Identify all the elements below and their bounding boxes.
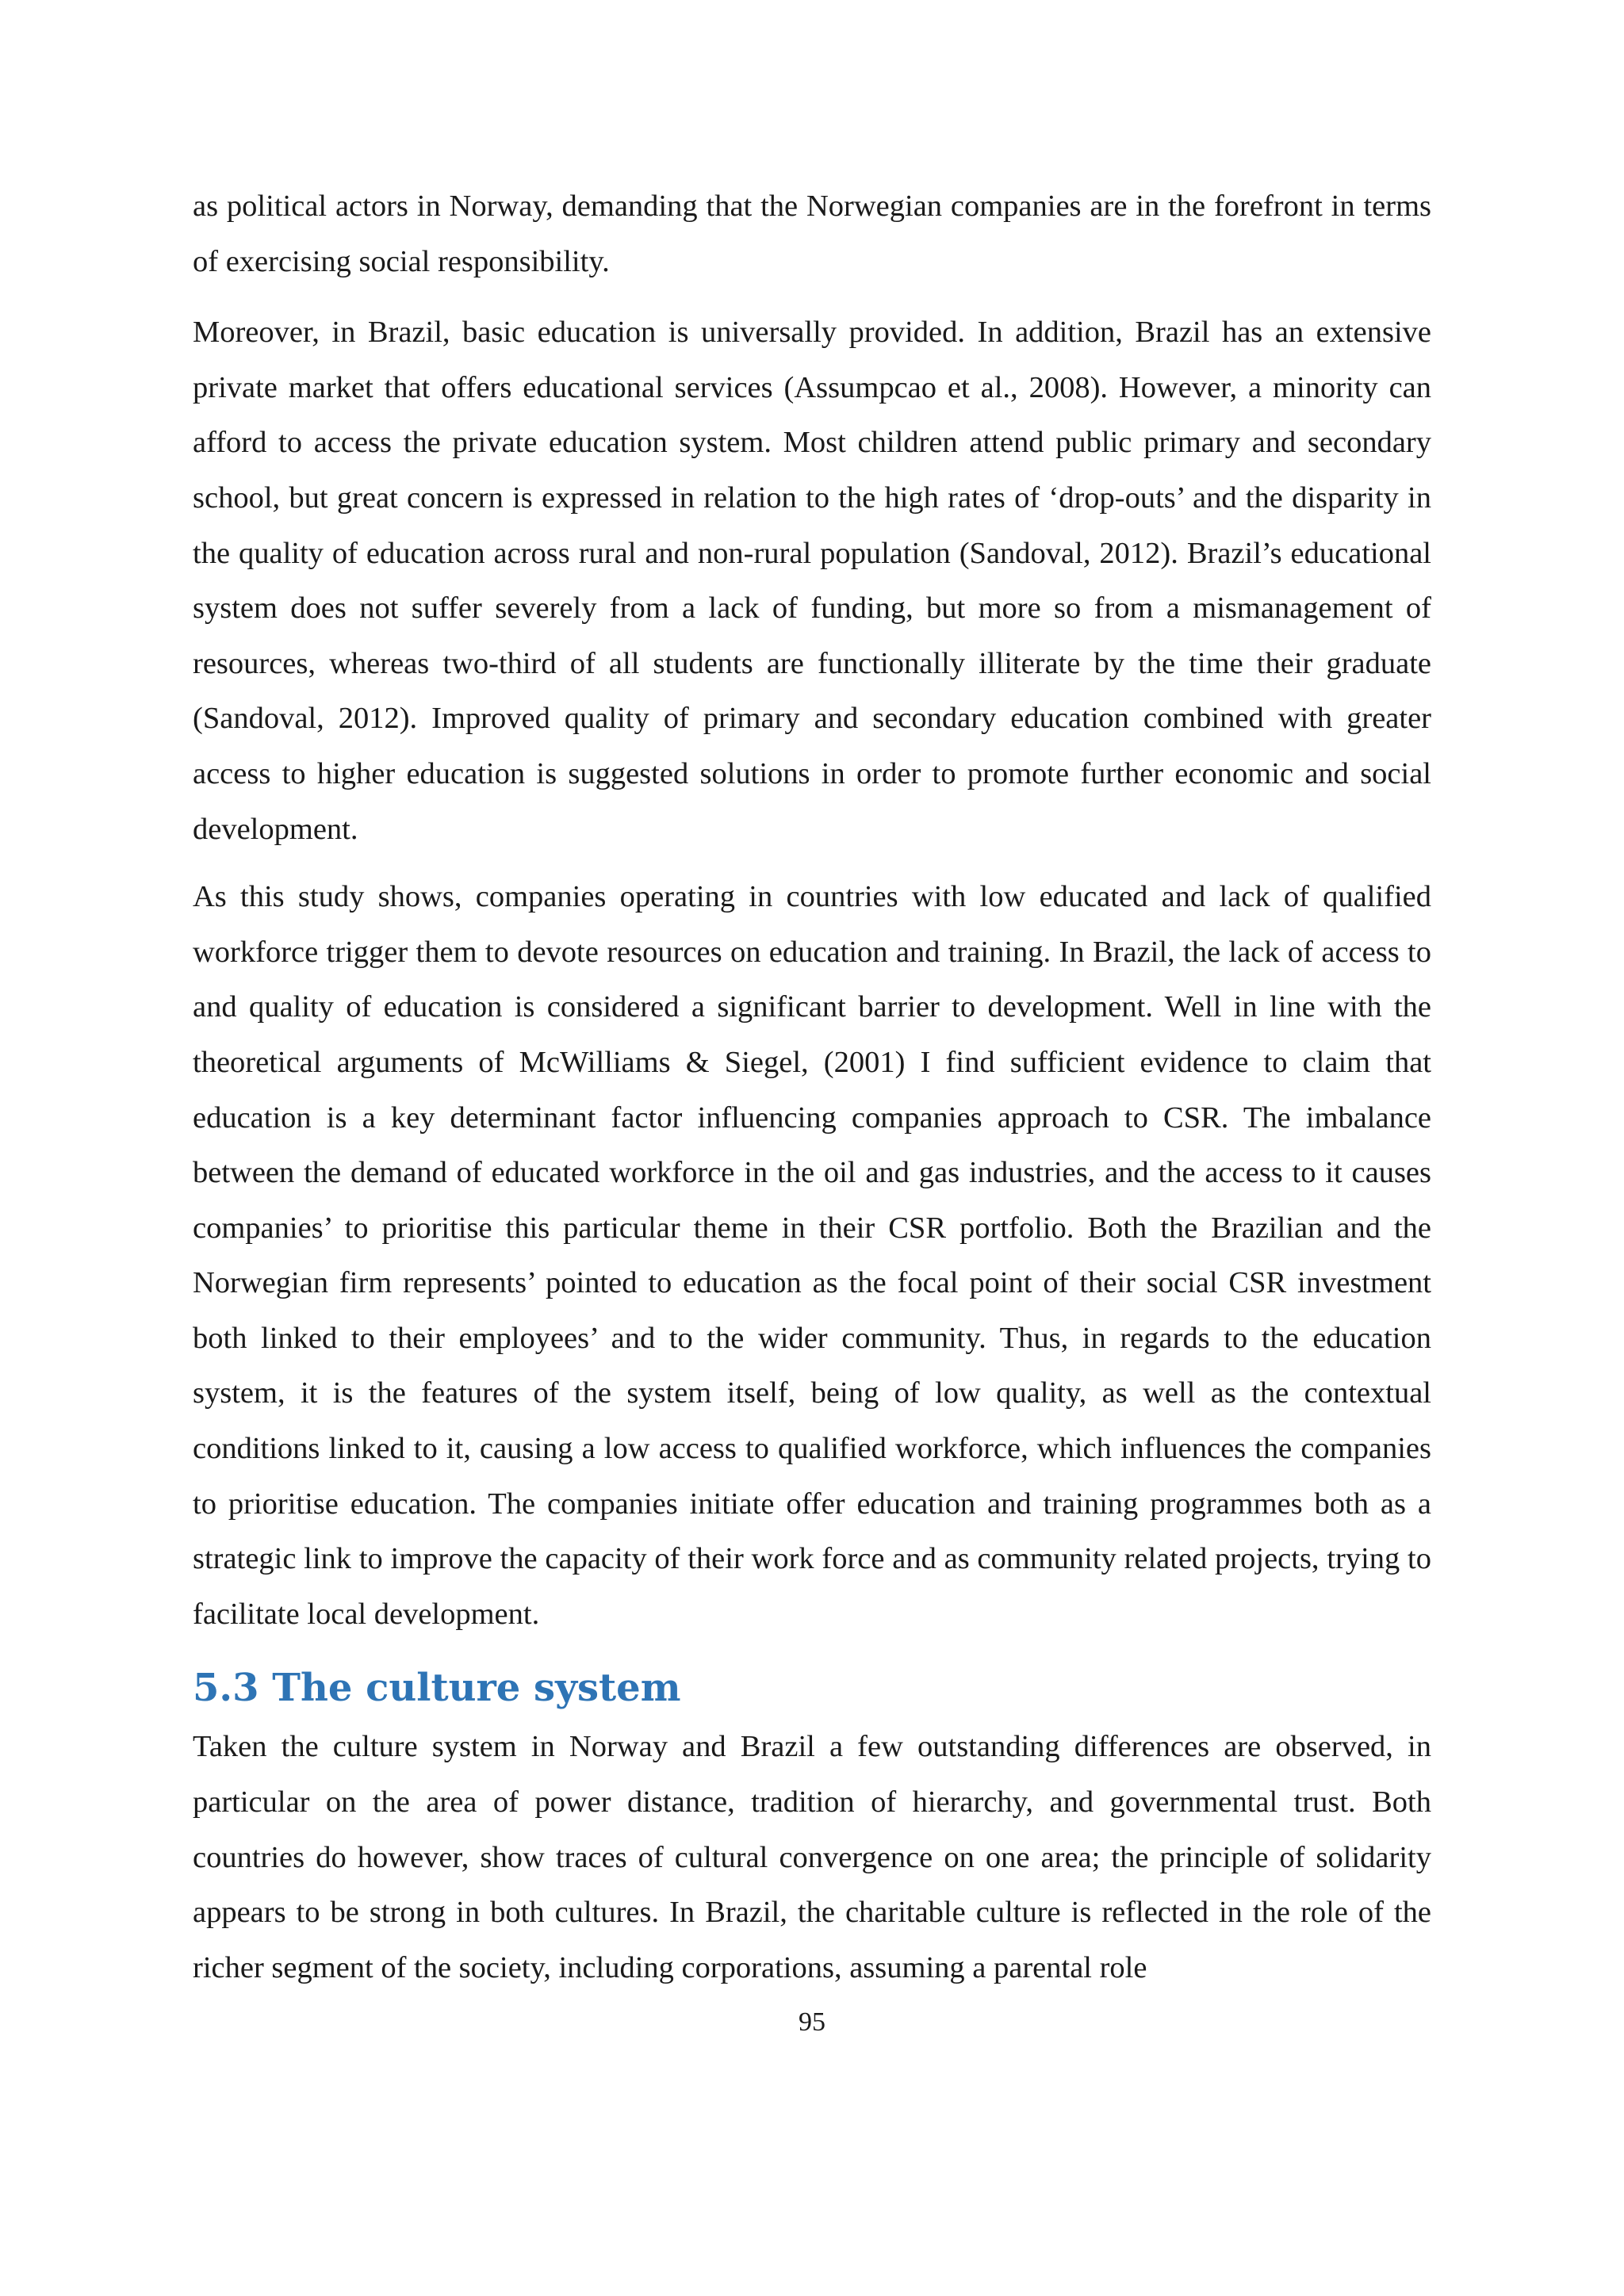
paragraph-study-findings: As this study shows, companies operating in countries with low educated and lack of qualified workforce trigger them to devote resources on education and training. In Brazil, the lack of access to and quality of education is considered a significant barrier to development. Well in line with the theoretical arguments of McWilliams & Siegel, (2001) I find sufficient evidence to claim that education is a key determinant factor influencing companies approach to CSR. The imbalance between the demand of educated workforce in the oil and gas industries, and the access to it causes companies’ to prioritise this particular theme in their CSR portfolio. Both the Brazilian and the Norwegian firm represents’ pointed to education as the focal point of their social CSR investment both linked to their employees’ and to the wider community. Thus, in regards to the education system, it is the features of the system itself, being of low quality, as well as the contextual conditions linked to it, causing a low access to qualified workforce, which influences the companies to prioritise education. The companies initiate offer education and training programmes both as a strategic link to improve the capacity of their work force and as community related projects, trying to facilitate local development. <box>193 880 1431 1631</box>
page-body <box>193 179 1431 2008</box>
section-heading: 5.3 The culture system <box>193 1666 681 1711</box>
paragraph-culture-system: Taken the culture system in Norway and Brazil a few outstanding differences are observed, in particular on the area of power distance, tradition of hierarchy, and governmental trust. Both countries do however, show traces of cultural convergence on one area; the principle of solidarity appears to be strong in both cultures. In Brazil, the charitable culture is reflected in the role of the richer segment of the society, including corporations, assuming a parental role <box>193 1730 1431 1984</box>
paragraph-brazil-education: Moreover, in Brazil, basic education is universally provided. In addition, Brazil has an extensive private market that offers educational services (Assumpcao et al., 2008). However, a minority can afford to access the private education system. Most children attend public primary and secondary school, but great concern is expressed in relation to the high rates of ‘drop-outs’ and the disparity in the quality of education across rural and non-rural population (Sandoval, 2012). Brazil’s educational system does not suffer severely from a lack of funding, but more so from a mismanagement of resources, whereas two-third of all students are functionally illiterate by the time their graduate (Sandoval, 2012). Improved quality of primary and secondary education combined with greater access to higher education is suggested solutions in order to promote further economic and social development. <box>193 316 1431 846</box>
page-number: 95 <box>799 2007 825 2037</box>
paragraph-continuation: as political actors in Norway, demanding that the Norwegian companies are in the forefront in terms of exercising social responsibility. <box>193 189 1431 278</box>
